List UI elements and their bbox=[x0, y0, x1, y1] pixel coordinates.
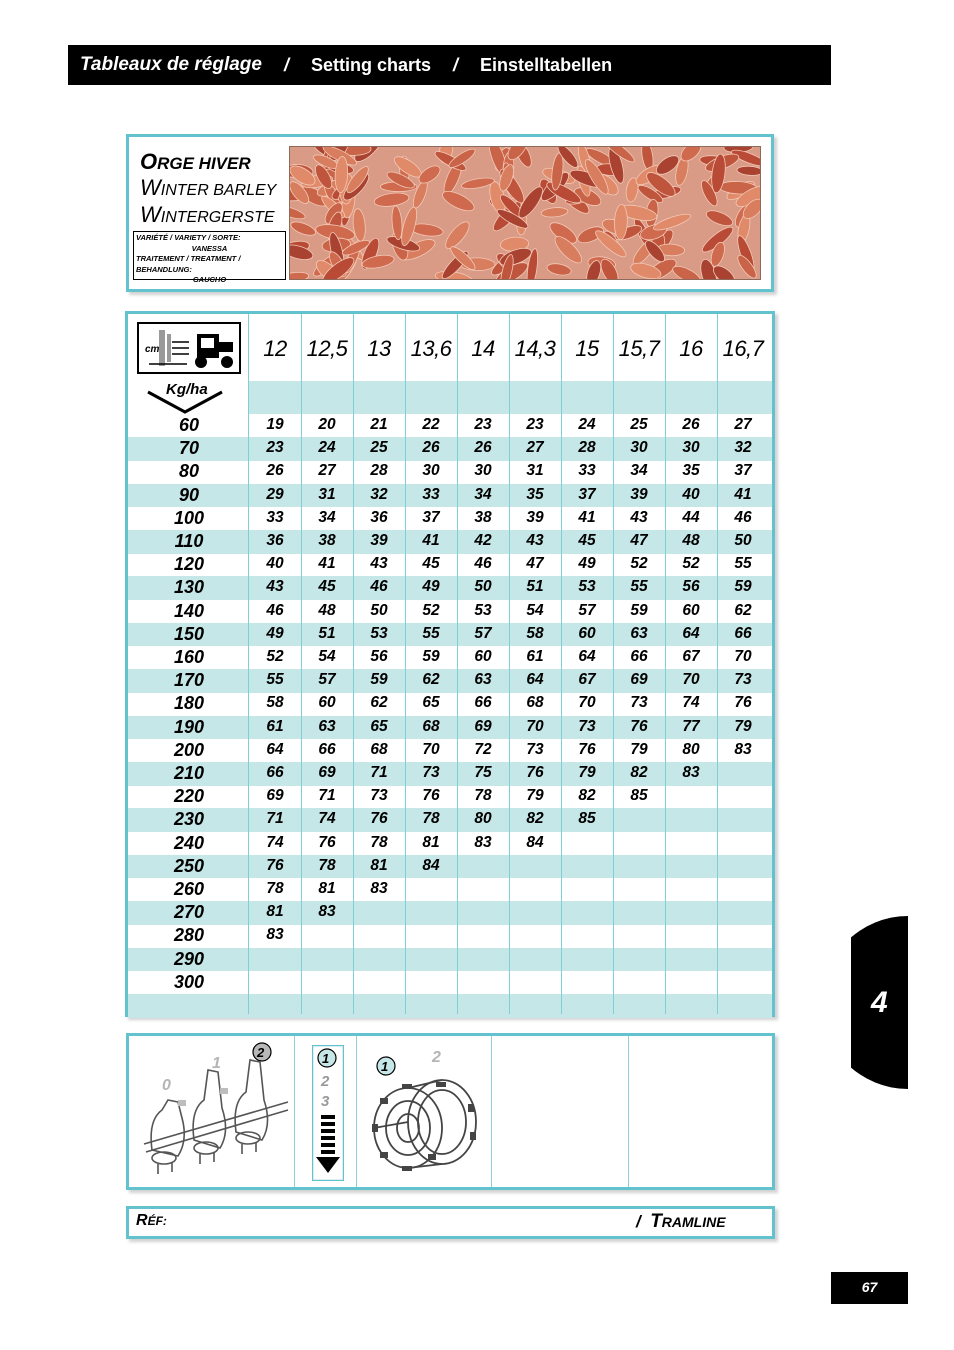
kg-rate-label: 270 bbox=[173, 902, 205, 923]
column-header: 14 bbox=[471, 336, 495, 361]
table-cell: 33 bbox=[422, 485, 440, 503]
crop-name-en: WINTER BARLEY bbox=[140, 175, 277, 200]
table-cell: 32 bbox=[370, 485, 388, 503]
table-cell: 62 bbox=[370, 694, 388, 712]
chapter-tab bbox=[851, 916, 908, 1089]
table-cell: 43 bbox=[526, 532, 544, 549]
panel-divider bbox=[628, 1036, 629, 1187]
ref-label: RÉF: bbox=[136, 1212, 167, 1229]
table-cell: 43 bbox=[630, 508, 648, 526]
table-cell: 81 bbox=[370, 856, 388, 874]
table-cell: 37 bbox=[578, 485, 596, 503]
kg-rate-label: 190 bbox=[173, 716, 205, 737]
table-cell: 33 bbox=[578, 462, 596, 480]
variety-label: VARIÉTÉ / VARIETY / SORTE: bbox=[136, 233, 241, 242]
panel-divider bbox=[491, 1036, 492, 1187]
table-cell: 76 bbox=[526, 764, 544, 781]
table-cell: 73 bbox=[578, 717, 596, 735]
table-cell: 64 bbox=[578, 648, 596, 665]
table-cell: 84 bbox=[422, 856, 440, 874]
table-cell: 73 bbox=[370, 787, 388, 805]
table-cell: 75 bbox=[474, 764, 492, 781]
table-cell: 52 bbox=[682, 555, 700, 573]
table-cell: 23 bbox=[474, 416, 492, 433]
tramline-label: / TRAMLINE bbox=[636, 1211, 726, 1232]
table-cell: 44 bbox=[682, 508, 700, 526]
table-cell: 54 bbox=[526, 601, 544, 619]
table-cell: 81 bbox=[318, 880, 336, 897]
table-cell: 25 bbox=[630, 416, 648, 433]
kg-rate-label: 300 bbox=[173, 971, 205, 992]
table-cell: 83 bbox=[734, 740, 752, 758]
column-header: 14,3 bbox=[514, 336, 556, 361]
table-cell: 41 bbox=[734, 485, 752, 503]
kg-rate-label: 90 bbox=[178, 484, 200, 505]
table-cell: 39 bbox=[630, 485, 648, 503]
table-cell: 82 bbox=[526, 810, 544, 828]
table-cell: 24 bbox=[318, 439, 336, 457]
table-cell: 79 bbox=[630, 740, 648, 758]
kg-rate-label: 80 bbox=[178, 461, 200, 482]
treatment-value: GAUCHO bbox=[192, 275, 227, 284]
table-cell: 83 bbox=[266, 926, 284, 944]
table-cell: 51 bbox=[526, 578, 544, 596]
crop-name-de: WINTERGERSTE bbox=[140, 202, 275, 227]
table-cell: 83 bbox=[682, 764, 700, 781]
table-cell: 59 bbox=[630, 601, 648, 619]
table-cell: 39 bbox=[370, 532, 388, 549]
kg-rate-label: 170 bbox=[173, 670, 205, 691]
metering-lever-illustration bbox=[138, 1040, 290, 1180]
table-cell: 30 bbox=[474, 462, 492, 480]
panel-divider bbox=[294, 1036, 295, 1187]
table-cell: 79 bbox=[734, 717, 752, 735]
table-cell: 68 bbox=[422, 717, 440, 735]
column-header: 16,7 bbox=[722, 336, 764, 361]
table-cell: 45 bbox=[578, 532, 596, 549]
table-cell: 76 bbox=[318, 833, 336, 851]
table-cell: 52 bbox=[630, 555, 648, 573]
table-cell: 69 bbox=[630, 671, 648, 689]
gearbox-step-indicator bbox=[312, 1045, 344, 1181]
table-cell: 51 bbox=[318, 624, 336, 642]
table-cell: 46 bbox=[734, 508, 752, 526]
kg-rate-label: 290 bbox=[173, 948, 205, 969]
table-cell: 80 bbox=[682, 740, 700, 758]
table-cell: 46 bbox=[370, 578, 388, 596]
table-cell: 76 bbox=[370, 810, 388, 828]
seed-drill-icon bbox=[139, 324, 239, 372]
table-cell: 47 bbox=[630, 532, 648, 549]
table-cell: 78 bbox=[318, 856, 336, 874]
kg-rate-label: 120 bbox=[173, 554, 205, 575]
title-separator-2: / bbox=[453, 54, 459, 75]
table-cell: 38 bbox=[474, 508, 492, 526]
table-cell: 57 bbox=[578, 601, 596, 619]
table-cell: 84 bbox=[526, 833, 544, 851]
table-cell: 32 bbox=[734, 439, 752, 457]
table-cell: 37 bbox=[734, 462, 752, 480]
table-cell: 67 bbox=[578, 671, 596, 689]
table-cell: 29 bbox=[266, 485, 284, 503]
table-cell: 73 bbox=[422, 764, 440, 781]
table-cell: 64 bbox=[266, 740, 284, 758]
table-cell: 58 bbox=[266, 694, 284, 712]
table-cell: 79 bbox=[526, 787, 544, 805]
table-cell: 52 bbox=[422, 601, 440, 619]
table-cell: 76 bbox=[578, 740, 596, 758]
kg-rate-label: 130 bbox=[173, 577, 205, 598]
table-cell: 23 bbox=[526, 416, 544, 433]
table-cell: 54 bbox=[318, 648, 336, 665]
table-cell: 70 bbox=[734, 648, 752, 665]
table-cell: 27 bbox=[318, 462, 336, 480]
table-cell: 63 bbox=[630, 624, 648, 642]
table-cell: 36 bbox=[370, 508, 388, 526]
table-cell: 67 bbox=[682, 648, 700, 665]
table-cell: 66 bbox=[474, 694, 492, 712]
table-cell: 78 bbox=[422, 810, 440, 828]
table-cell: 76 bbox=[630, 717, 648, 735]
kg-rate-label: 230 bbox=[173, 809, 205, 830]
table-cell: 30 bbox=[682, 439, 700, 457]
table-cell: 66 bbox=[318, 740, 336, 758]
table-cell: 63 bbox=[474, 671, 492, 689]
table-cell: 33 bbox=[266, 508, 284, 526]
table-cell: 77 bbox=[682, 717, 700, 735]
table-cell: 40 bbox=[266, 555, 284, 573]
table-cell: 34 bbox=[474, 485, 492, 503]
table-cell: 62 bbox=[422, 671, 440, 689]
table-cell: 74 bbox=[266, 833, 284, 851]
gear-step-3: 3 bbox=[321, 1093, 330, 1110]
table-cell: 70 bbox=[526, 717, 544, 735]
kg-rate-label: 280 bbox=[173, 925, 205, 946]
table-cell: 40 bbox=[682, 485, 700, 503]
table-cell: 55 bbox=[422, 624, 440, 642]
table-cell: 74 bbox=[682, 694, 700, 712]
kg-rate-label: 250 bbox=[173, 855, 205, 876]
table-cell: 43 bbox=[370, 555, 388, 573]
lever-position-2-selected: 2 bbox=[257, 1045, 265, 1060]
table-cell: 71 bbox=[318, 787, 336, 805]
table-cell: 25 bbox=[370, 439, 388, 457]
table-cell: 49 bbox=[578, 555, 596, 573]
table-cell: 79 bbox=[578, 764, 596, 781]
variety-box bbox=[133, 231, 286, 284]
table-cell: 36 bbox=[266, 532, 284, 549]
table-cell: 22 bbox=[422, 416, 440, 433]
kg-rate-label: 70 bbox=[178, 438, 200, 459]
table-cell: 50 bbox=[734, 532, 752, 549]
drive-wheel-illustration bbox=[362, 1044, 486, 1174]
table-cell: 72 bbox=[474, 740, 492, 758]
table-cell: 83 bbox=[474, 833, 492, 851]
drill-icon-unit: cm bbox=[145, 344, 160, 355]
table-cell: 55 bbox=[630, 578, 648, 596]
kg-rate-label: 100 bbox=[173, 507, 205, 528]
lever-position-1: 1 bbox=[212, 1055, 221, 1072]
table-cell: 53 bbox=[578, 578, 596, 596]
kg-rate-label: 200 bbox=[173, 739, 205, 760]
table-cell: 46 bbox=[474, 555, 492, 573]
table-cell: 59 bbox=[734, 578, 752, 596]
title-separator: / bbox=[283, 54, 289, 75]
table-cell: 59 bbox=[370, 671, 388, 689]
crop-title bbox=[140, 150, 276, 230]
table-cell: 47 bbox=[526, 555, 544, 573]
table-cell: 52 bbox=[266, 648, 284, 665]
table-cell: 61 bbox=[266, 717, 284, 735]
table-cell: 76 bbox=[734, 694, 752, 712]
table-cell: 53 bbox=[474, 601, 492, 619]
table-cell: 28 bbox=[578, 439, 596, 457]
table-cell: 42 bbox=[474, 532, 492, 549]
table-cell: 20 bbox=[318, 416, 336, 433]
table-cell: 60 bbox=[474, 648, 492, 665]
kg-rate-label: 240 bbox=[173, 832, 205, 853]
table-cell: 68 bbox=[370, 740, 388, 758]
crop-name-fr: ORGE HIVER bbox=[140, 149, 251, 174]
table-cell: 74 bbox=[318, 810, 336, 828]
table-cell: 73 bbox=[630, 694, 648, 712]
table-cell: 30 bbox=[422, 462, 440, 480]
table-cell: 76 bbox=[266, 856, 284, 874]
table-cell: 64 bbox=[682, 624, 700, 642]
table-cell: 50 bbox=[370, 601, 388, 619]
table-cell: 56 bbox=[370, 648, 388, 665]
table-cell: 30 bbox=[630, 439, 648, 457]
table-cell: 64 bbox=[526, 671, 544, 689]
table-cell: 69 bbox=[266, 787, 284, 805]
table-cell: 26 bbox=[682, 416, 700, 433]
table-cell: 27 bbox=[526, 439, 544, 457]
table-cell: 19 bbox=[266, 416, 284, 433]
table-cell: 41 bbox=[422, 532, 440, 549]
table-cell: 31 bbox=[526, 462, 544, 480]
title-en: Setting charts bbox=[311, 54, 432, 75]
column-header: 15 bbox=[575, 336, 599, 361]
table-cell: 43 bbox=[266, 578, 284, 596]
kg-rate-label: 150 bbox=[173, 623, 205, 644]
table-cell: 60 bbox=[318, 694, 336, 712]
table-cell: 73 bbox=[734, 671, 752, 689]
wheel-position-1-selected: 1 bbox=[381, 1059, 389, 1074]
table-cell: 76 bbox=[422, 787, 440, 805]
table-cell: 70 bbox=[578, 694, 596, 712]
table-cell: 83 bbox=[318, 903, 336, 921]
table-cell: 21 bbox=[370, 416, 388, 433]
table-cell: 81 bbox=[422, 833, 440, 851]
table-cell: 26 bbox=[422, 439, 440, 457]
table-cell: 48 bbox=[318, 601, 336, 619]
table-cell: 78 bbox=[266, 880, 284, 897]
kg-rate-label: 160 bbox=[173, 647, 205, 667]
table-cell: 65 bbox=[370, 717, 388, 735]
kg-rate-label: 220 bbox=[173, 786, 205, 807]
table-cell: 35 bbox=[682, 462, 700, 480]
column-header: 12,5 bbox=[306, 336, 348, 361]
column-header: 13 bbox=[367, 336, 391, 361]
table-cell: 71 bbox=[370, 764, 388, 781]
chapter-number: 4 bbox=[871, 986, 888, 1019]
table-cell: 66 bbox=[734, 624, 752, 642]
kg-rate-label: 210 bbox=[173, 763, 205, 783]
table-cell: 63 bbox=[318, 717, 336, 735]
table-cell: 37 bbox=[422, 508, 440, 526]
header-bar bbox=[68, 45, 831, 85]
table-cell: 82 bbox=[630, 764, 648, 781]
table-cell: 53 bbox=[370, 624, 388, 642]
column-header: 12 bbox=[263, 336, 287, 361]
table-cell: 55 bbox=[266, 671, 284, 689]
table-cell: 85 bbox=[578, 810, 596, 828]
table-cell: 26 bbox=[474, 439, 492, 457]
table-cell: 68 bbox=[526, 694, 544, 712]
kg-ha-arrow-icon bbox=[146, 378, 224, 414]
table-cell: 41 bbox=[318, 555, 336, 573]
gear-step-1-selected: 1 bbox=[322, 1051, 330, 1066]
table-cell: 85 bbox=[630, 787, 648, 805]
kg-rate-label: 110 bbox=[174, 531, 204, 551]
row-stripe bbox=[128, 994, 772, 1018]
table-cell: 38 bbox=[318, 532, 336, 549]
table-cell: 46 bbox=[266, 601, 284, 619]
drill-icon-box bbox=[137, 322, 241, 374]
table-cell: 48 bbox=[682, 532, 700, 549]
table-cell: 81 bbox=[266, 903, 284, 921]
table-cell: 70 bbox=[682, 671, 700, 689]
table-cell: 83 bbox=[370, 880, 388, 897]
table-cell: 57 bbox=[318, 671, 336, 689]
table-cell: 61 bbox=[526, 648, 544, 665]
table-cell: 28 bbox=[370, 462, 388, 480]
header-stripe bbox=[249, 381, 772, 414]
table-cell: 26 bbox=[266, 462, 284, 480]
table-cell: 78 bbox=[474, 787, 492, 805]
table-cell: 49 bbox=[422, 578, 440, 596]
kg-rate-label: 60 bbox=[178, 415, 200, 435]
table-cell: 62 bbox=[734, 601, 752, 619]
table-cell: 58 bbox=[526, 624, 544, 642]
lever-position-0: 0 bbox=[162, 1077, 171, 1094]
table-cell: 41 bbox=[578, 508, 596, 526]
table-cell: 56 bbox=[682, 578, 700, 596]
table-cell: 49 bbox=[266, 624, 284, 642]
table-cell: 71 bbox=[266, 810, 284, 828]
table-cell: 78 bbox=[370, 833, 388, 851]
table-cell: 24 bbox=[578, 416, 596, 433]
table-cell: 55 bbox=[734, 555, 752, 573]
table-cell: 70 bbox=[422, 740, 440, 758]
table-cell: 23 bbox=[266, 439, 284, 457]
table-cell: 60 bbox=[578, 624, 596, 642]
column-header: 13,6 bbox=[410, 336, 452, 361]
kg-rate-label: 140 bbox=[173, 600, 205, 621]
kg-rate-label: 180 bbox=[173, 693, 205, 714]
table-cell: 35 bbox=[526, 485, 544, 503]
table-cell: 50 bbox=[474, 578, 492, 596]
column-header: 16 bbox=[679, 336, 703, 361]
table-cell: 65 bbox=[422, 694, 440, 712]
page-number: 67 bbox=[831, 1272, 908, 1304]
column-header: 15,7 bbox=[618, 336, 660, 361]
table-cell: 66 bbox=[266, 764, 284, 781]
table-cell: 34 bbox=[318, 508, 336, 526]
kg-rate-label: 260 bbox=[173, 879, 205, 899]
table-cell: 34 bbox=[630, 462, 648, 480]
table-cell: 69 bbox=[318, 764, 336, 781]
title-de: Einstelltabellen bbox=[480, 54, 613, 75]
table-cell: 45 bbox=[422, 555, 440, 573]
panel-divider bbox=[356, 1036, 357, 1187]
table-cell: 27 bbox=[734, 416, 752, 433]
barley-grain-photo bbox=[289, 146, 761, 280]
barley-grain-image bbox=[290, 147, 761, 280]
wheel-position-2: 2 bbox=[432, 1049, 441, 1066]
table-cell: 82 bbox=[578, 787, 596, 805]
table-cell: 45 bbox=[318, 578, 336, 596]
treatment-label: TRAITEMENT / TREATMENT / BEHANDLUNG: bbox=[136, 254, 241, 274]
table-cell: 60 bbox=[682, 601, 700, 619]
rate-unit-label: Kg/ha bbox=[166, 381, 208, 398]
table-cell: 66 bbox=[630, 648, 648, 665]
table-cell: 57 bbox=[474, 624, 492, 642]
table-cell: 73 bbox=[526, 740, 544, 758]
table-cell: 69 bbox=[474, 717, 492, 735]
table-cell: 39 bbox=[526, 508, 544, 526]
table-cell: 59 bbox=[422, 648, 440, 665]
gear-step-2: 2 bbox=[321, 1073, 330, 1090]
variety-value: VANESSA bbox=[191, 243, 228, 253]
table-cell: 80 bbox=[474, 810, 492, 828]
table-cell: 31 bbox=[318, 485, 336, 503]
title-fr: Tableaux de réglage bbox=[80, 54, 262, 75]
